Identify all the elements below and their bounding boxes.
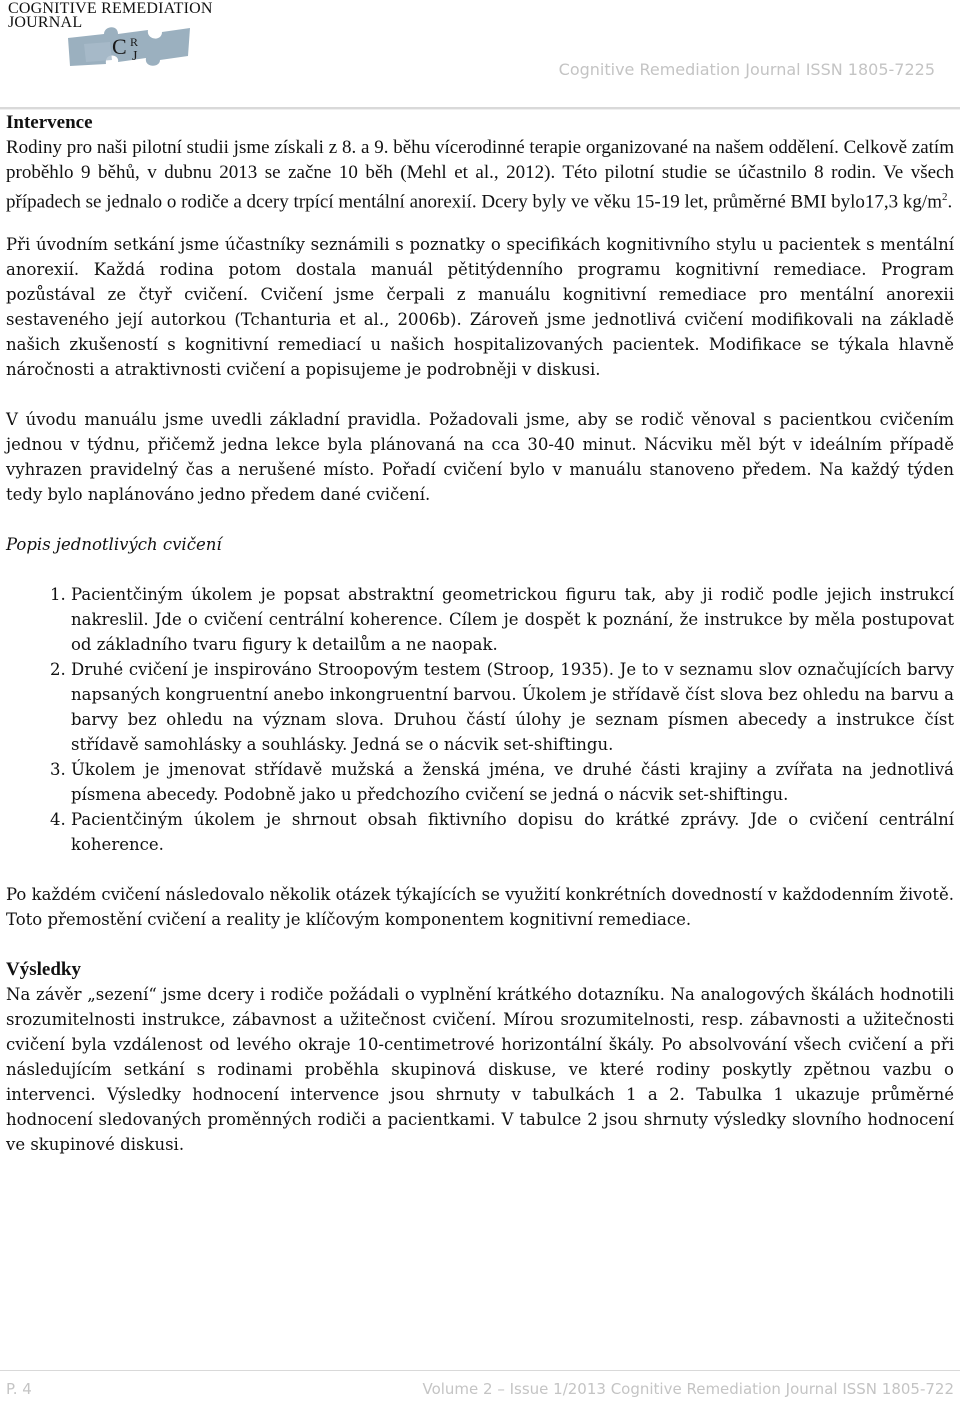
paragraph-intervention-3: V úvodu manuálu jsme uvedli základní pravidla. Požadovali jsme, aby se rodič věnoval s pacientkou cvičením jednou v týdnu, přičemž jedna lekce byla plánovaná na cca 30-40 minut. Nácviku měl být v ideálním případě vyhrazen pravidelný čas a nerušené místo. Pořadí cvičení bylo v manuálu stanoveno předem. Na každý týden tedy bylo naplánováno jedno předem dané cvičení. bbox=[6, 410, 954, 505]
section-heading-intervention: Intervence bbox=[6, 112, 93, 133]
paragraph-intervention-1 bbox=[6, 135, 954, 214]
svg-text:J: J bbox=[132, 49, 138, 64]
para1-text: Rodiny pro naši pilotní studii jsme získali z 8. a 9. běhu vícerodinné terapie organizované na našem oddělení. Celkově zatím proběhlo 9 běhů, v dubnu 2013 se začne 10 běh (Mehl et al., 2012). Této pilotní studie se účastnilo 8 rodin. Ve všech případech se jednalo o rodiče a dcery trpící mentální anorexií. Dcery byly ve věku 15-19 let, průměrné BMI bylo17,3 kg/m bbox=[6, 137, 954, 213]
page-header bbox=[0, 0, 960, 105]
subheading-exercises: Popis jednotlivých cvičení bbox=[6, 535, 222, 555]
svg-text:R: R bbox=[130, 35, 139, 49]
footer-divider bbox=[0, 1370, 960, 1371]
journal-logo bbox=[4, 0, 214, 70]
exercise-item-2: 2. Druhé cvičení je inspirováno Stroopovým testem (Stroop, 1935). Je to v seznamu slov označujících barvy napsaných kongruentní anebo inkongruentní barvou. Úkolem je střídavě číst slova bez ohledu na barvu a barvy bez ohledu na význam slova. Druhou částí úlohy je seznam písmen abecedy a instrukce číst střídavě samohlásky a souhlásky. Jedná se o nácvik set-shiftingu. bbox=[71, 657, 954, 757]
paragraph-results: Na závěr „sezení“ jsme dcery i rodiče požádali o vyplnění krátkého dotazníku. Na analogových škálách hodnotili srozumitelnosti instrukce, zábavnost a užitečnost cvičení. Mírou srozumitelnosti, resp. zábavnosti a užitečnosti cvičení byla vzdálenost od levého okraje 10-centimetrové horizontální škály. Po absolvování všech cvičení a při následujícím setkání s rodinami proběhla skupinová diskuse, ve které rodiny poskytly zpětnou vazbu o intervenci. Výsledky hodnocení intervence jsou shrnuty v tabulkách 1 a 2. Tabulka 1 ukazuje průměrné hodnocení sledovaných proměnných rodiči a pacientkami. V tabulce 2 jsou shrnuty výsledky slovního hodnocení ve skupinové diskusi. bbox=[6, 985, 954, 1155]
para1-superscript: 2 bbox=[942, 191, 948, 203]
footer-citation: Volume 2 – Issue 1/2013 Cognitive Remediation Journal ISSN 1805-722 bbox=[422, 1380, 954, 1398]
exercise-item-3: 3. Úkolem je jmenovat střídavě mužská a ženská jména, ve druhé části krajiny a zvířata na jednotlivá písmena abecedy. Podobně jako u předchozího cvičení se jedná o nácvik set-shiftingu. bbox=[71, 757, 954, 807]
article-body bbox=[6, 110, 954, 1182]
journal-issn-header: Cognitive Remediation Journal ISSN 1805-7225 bbox=[558, 60, 935, 79]
exercise-list bbox=[6, 582, 954, 857]
exercise-item-1: 1. Pacientčiným úkolem je popsat abstraktní geometrickou figuru tak, aby ji rodič podle jejich instrukcí nakreslil. Jde o cvičení centrální koherence. Cílem je dospět k poznání, že instrukce by měla postupovat od základního tvaru figury k detailům a ne naopak. bbox=[71, 582, 954, 657]
para1-end: . bbox=[947, 191, 953, 213]
paragraph-exercises-closing: Po každém cvičení následovalo několik otázek týkajících se využití konkrétních dovedností v každodenním životě. Toto přemostění cvičení a reality je klíčovým komponentem kognitivní remediace. bbox=[6, 885, 954, 930]
paragraph-intervention-2: Při úvodním setkání jsme účastníky seznámili s poznatky o specifikách kognitivního stylu u pacientek s mentální anorexií. Každá rodina potom dostala manuál pětitýdenního programu kognitivní remediace. Program pozůstával ze čtyř cvičení. Cvičení jsme čerpali z manuálu kognitivní remediace pro mentální anorexii sestaveného její autorkou (Tchanturia et al., 2006b). Zároveň jsme jednotlivá cvičení modifikovali na základě našich zkušeností s kognitivní remediací u našich hospitalizovaných pacientek. Modifikace se týkala hlavně náročnosti a atraktivnosti cvičení a popisujeme je podrobněji v diskusi. bbox=[6, 235, 954, 380]
page-number: P. 4 bbox=[6, 1380, 32, 1398]
section-heading-results: Výsledky bbox=[6, 959, 81, 981]
logo-line2: JOURNAL bbox=[8, 14, 83, 31]
puzzle-logo-icon bbox=[64, 16, 194, 70]
svg-text:C: C bbox=[112, 34, 127, 59]
exercise-item-4: 4. Pacientčiným úkolem je shrnout obsah fiktivního dopisu do krátké zprávy. Jde o cvičení centrální koherence. bbox=[71, 807, 954, 857]
logo-line1: COGNITIVE REMEDIATION bbox=[8, 0, 213, 17]
